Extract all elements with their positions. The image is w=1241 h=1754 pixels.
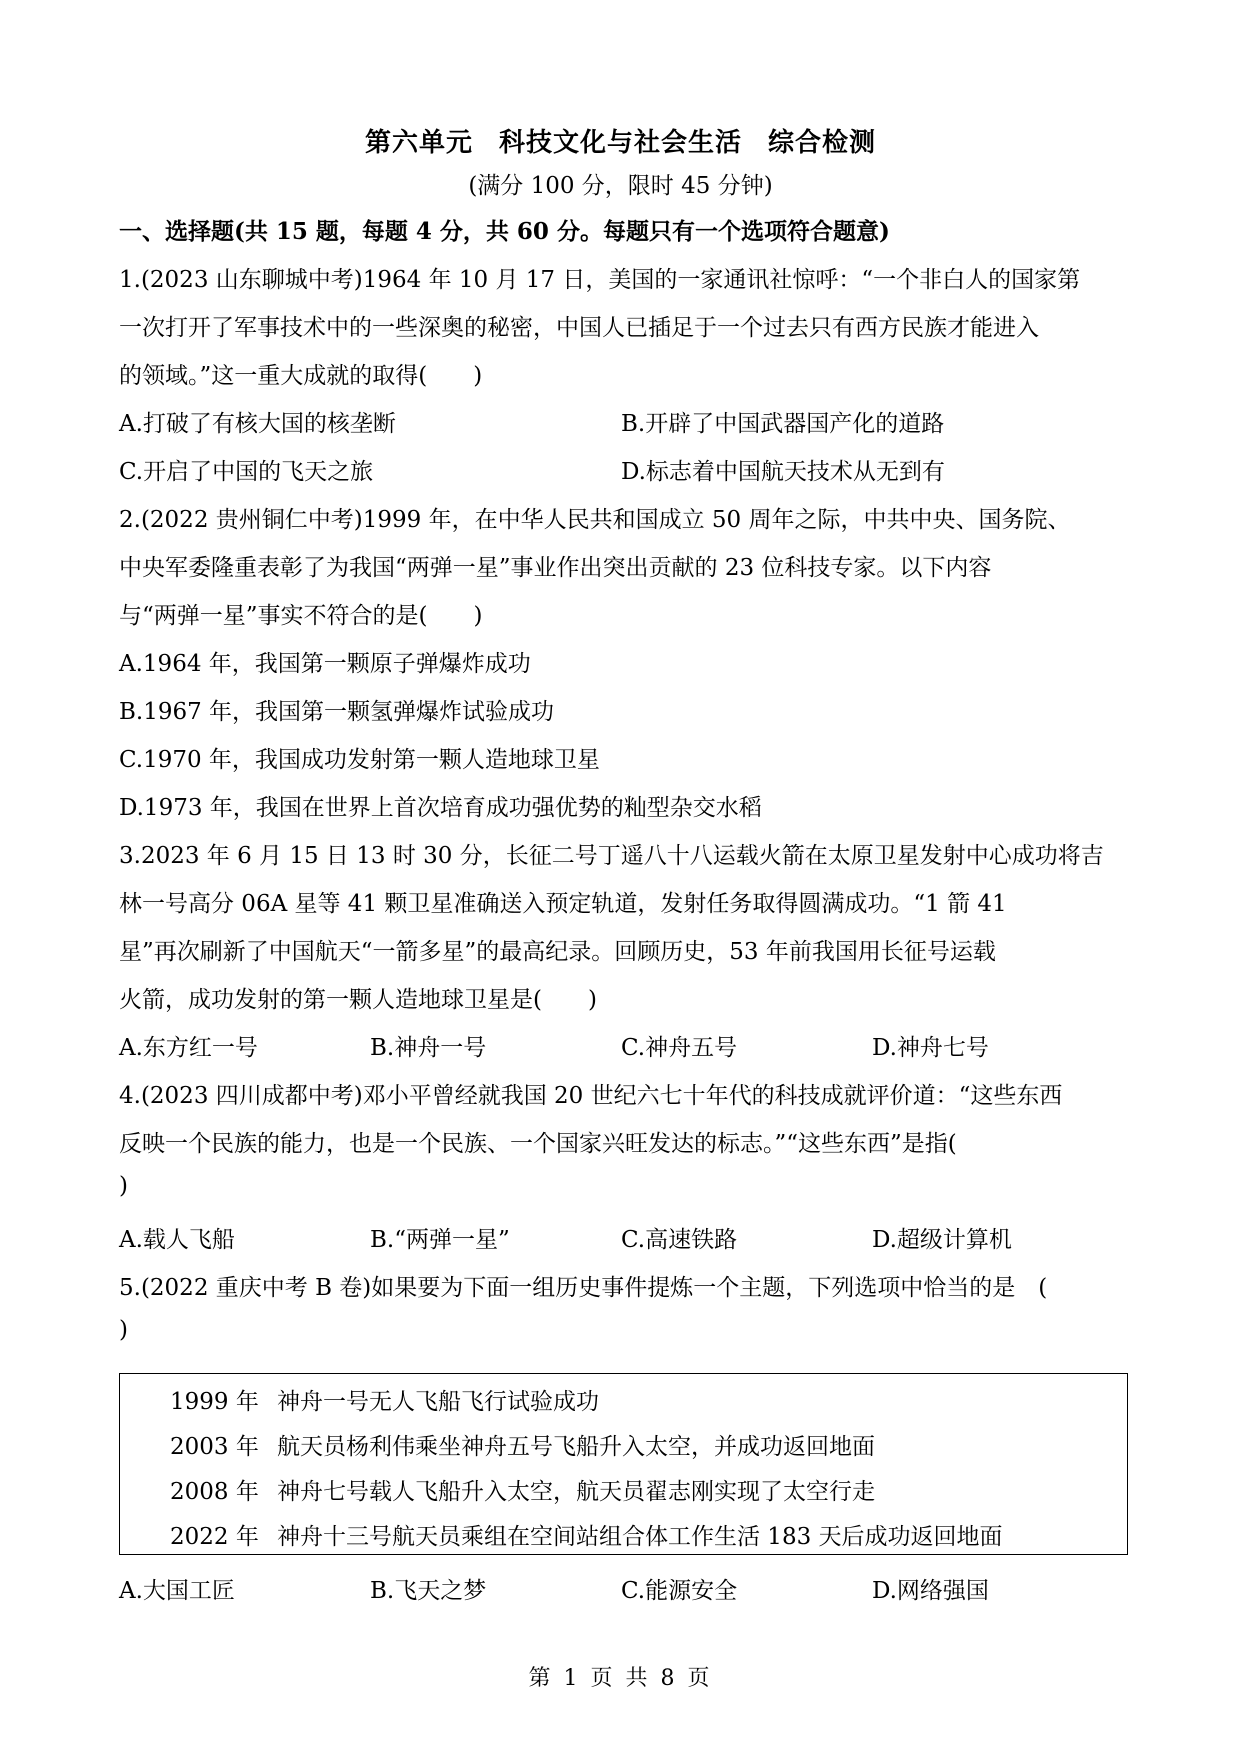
question-5-line-2: ) [119, 1317, 128, 1343]
question-1-option-c: C.开启了中国的飞天之旅 [119, 459, 374, 485]
question-4-line-3: ) [119, 1173, 128, 1199]
section-heading: 一、选择题(共 15 题，每题 4 分，共 60 分。每题只有一个选项符合题意) [119, 218, 890, 245]
question-5-line-1: 5.(2022 重庆中考 B 卷)如果要为下面一组历史事件提炼一个主题，下列选项中恰当的是 ( [119, 1275, 1048, 1301]
question-5-option-b: B.飞天之梦 [370, 1578, 487, 1604]
table-event: 神舟七号载人飞船升入太空，航天员翟志刚实现了太空行走 [277, 1479, 875, 1505]
question-2-option-a: A.1964 年，我国第一颗原子弹爆炸成功 [119, 651, 531, 677]
question-4-option-d: D.超级计算机 [872, 1227, 1012, 1253]
table-year: 2008 年 [170, 1479, 259, 1505]
question-3-option-d: D.神舟七号 [872, 1035, 989, 1061]
question-4-option-a: A.载人飞船 [119, 1227, 235, 1253]
table-row [170, 1428, 875, 1461]
title-type: 综合检测 [768, 128, 877, 158]
question-2-option-c: C.1970 年，我国成功发射第一颗人造地球卫星 [119, 747, 600, 773]
question-4-option-c: C.高速铁路 [621, 1227, 738, 1253]
title-topic: 科技文化与社会生活 [498, 128, 742, 158]
question-2-line-2: 中央军委隆重表彰了为我国“两弹一星”事业作出突出贡献的 23 位科技专家。以下内容 [119, 555, 992, 581]
question-5-option-d: D.网络强国 [872, 1578, 989, 1604]
page-title [0, 122, 1241, 159]
question-2-option-b: B.1967 年，我国第一颗氢弹爆炸试验成功 [119, 699, 555, 725]
question-1-line-1: 1.(2023 山东聊城中考)1964 年 10 月 17 日，美国的一家通讯社惊呼：“一个非白人的国家第 [119, 267, 1081, 293]
question-4-line-2: 反映一个民族的能力，也是一个民族、一个国家兴旺发达的标志。”“这些东西”是指( [119, 1131, 957, 1157]
question-1-option-d: D.标志着中国航天技术从无到有 [621, 459, 945, 485]
table-row [170, 1473, 875, 1506]
table-row [170, 1383, 599, 1416]
table-year: 2022 年 [170, 1524, 259, 1550]
question-2-line-1: 2.(2022 贵州铜仁中考)1999 年，在中华人民共和国成立 50 周年之际，中共中央、国务院、 [119, 507, 1071, 533]
table-event: 神舟一号无人飞船飞行试验成功 [277, 1389, 599, 1415]
table-row [170, 1518, 1003, 1551]
page-indicator: 第 1 页 共 8 页 [528, 1666, 713, 1691]
question-4-line-1: 4.(2023 四川成都中考)邓小平曾经就我国 20 世纪六七十年代的科技成就评价道：“这些东西 [119, 1083, 1063, 1109]
question-2-option-d: D.1973 年，我国在世界上首次培育成功强优势的籼型杂交水稻 [119, 795, 762, 821]
events-table [119, 1373, 1128, 1555]
question-4-option-b: B.“两弹一星” [370, 1227, 510, 1253]
question-1-line-2: 一次打开了军事技术中的一些深奥的秘密，中国人已插足于一个过去只有西方民族才能进入 [119, 315, 1039, 341]
question-1-option-b: B.开辟了中国武器国产化的道路 [621, 411, 945, 437]
table-event: 航天员杨利伟乘坐神舟五号飞船升入太空，并成功返回地面 [277, 1434, 875, 1460]
question-3-option-c: C.神舟五号 [621, 1035, 738, 1061]
question-3-line-1: 3.2023 年 6 月 15 日 13 时 30 分，长征二号丁遥八十八运载火箭在太原卫星发射中心成功将吉 [119, 843, 1104, 869]
question-3-line-3: 星”再次刷新了中国航天“一箭多星”的最高纪录。回顾历史，53 年前我国用长征号运载 [119, 939, 996, 965]
question-3-option-b: B.神舟一号 [370, 1035, 487, 1061]
question-1-line-3: 的领域。”这一重大成就的取得( ) [119, 363, 483, 389]
title-unit: 第六单元 [364, 128, 473, 158]
question-2-line-3: 与“两弹一星”事实不符合的是( ) [119, 603, 483, 629]
question-5-option-c: C.能源安全 [621, 1578, 738, 1604]
question-5-option-a: A.大国工匠 [119, 1578, 235, 1604]
table-year: 1999 年 [170, 1389, 259, 1415]
table-event: 神舟十三号航天员乘组在空间站组合体工作生活 183 天后成功返回地面 [277, 1524, 1003, 1550]
question-3-line-2: 林一号高分 06A 星等 41 颗卫星准确送入预定轨道，发射任务取得圆满成功。“1 箭 41 [119, 891, 1007, 917]
page-subtitle: (满分 100 分，限时 45 分钟) [468, 173, 773, 199]
table-year: 2003 年 [170, 1434, 259, 1460]
question-3-option-a: A.东方红一号 [119, 1035, 258, 1061]
question-3-line-4: 火箭，成功发射的第一颗人造地球卫星是( ) [119, 987, 597, 1013]
question-1-option-a: A.打破了有核大国的核垄断 [119, 411, 396, 437]
